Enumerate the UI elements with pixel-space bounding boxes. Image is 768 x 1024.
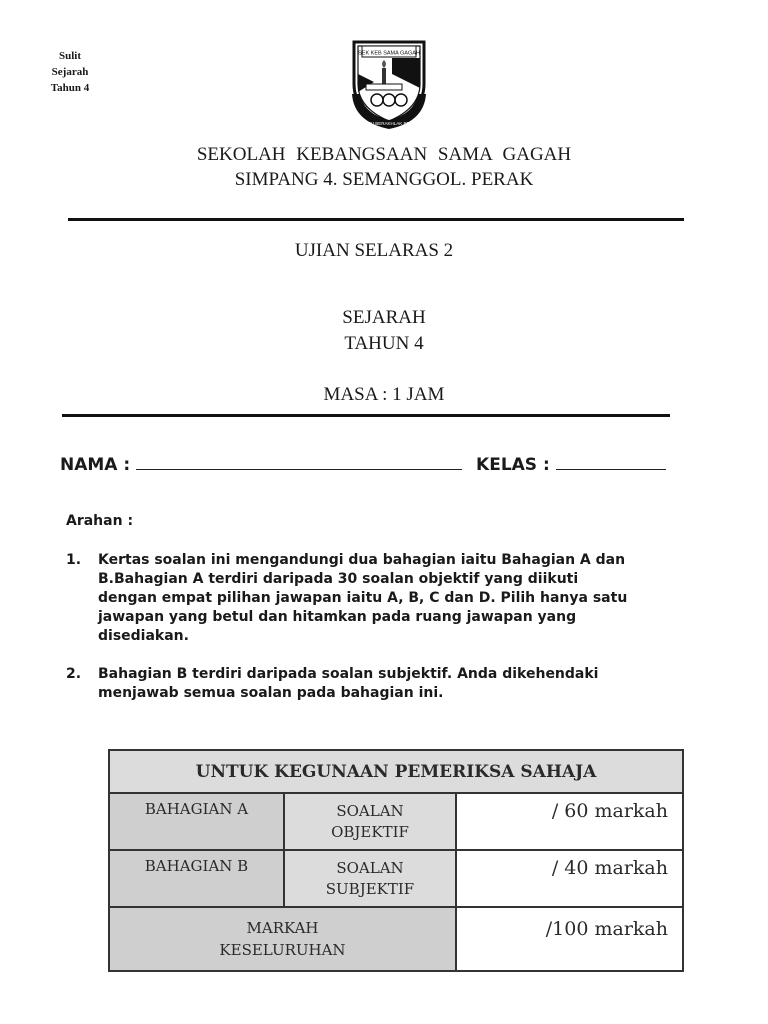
school-crest-logo [344,34,434,130]
document-classification [40,48,100,96]
total-row [109,907,683,971]
year-label: Tahun 4 [50,82,90,94]
instruction-number: 1. [66,552,82,568]
crest-motto: BERILMU BERAKHLAK BERJASA [353,121,425,126]
question-type-cell [284,850,456,907]
name-field[interactable] [136,455,462,470]
table-header: UNTUK KEGUNAAN PEMERIKSA SAHAJA [109,750,683,793]
table-row [109,850,683,907]
instruction-item [66,665,626,705]
section-cell: BAHAGIAN A [109,793,284,850]
classification-label: Sulit [58,50,81,62]
instruction-number: 2. [66,666,82,682]
instruction-item [66,551,626,647]
total-marks-cell[interactable]: /100 markah [456,907,683,971]
header-divider [68,218,684,221]
total-label-cell [109,907,456,971]
question-type-line: OBJEKTIF [331,822,409,841]
exam-year: TAHUN 4 [344,333,424,354]
exam-subject: SEJARAH [342,307,426,328]
exam-duration: MASA : 1 JAM [323,384,445,405]
section-cell: BAHAGIAN B [109,850,284,907]
total-label-line: MARKAH [246,919,319,937]
question-type-line: SUBJEKTIF [325,879,415,898]
question-type-line: SOALAN [336,801,404,820]
question-type-line: SOALAN [336,858,404,877]
marks-cell[interactable]: / 60 markah [456,793,683,850]
examiner-marks-table [108,749,684,972]
exam-title: UJIAN SELARAS 2 [294,240,454,261]
class-field[interactable] [556,455,666,470]
instructions-heading: Arahan : [66,513,134,529]
instruction-text: Kertas soalan ini mengandungi dua bahagian iaitu Bahagian A dan B.Bahagian A terdiri daripada 30 soalan objektif yang diikuti dengan empat pilihan jawapan iaitu A, B, C dan D. Pilih hanya satu jawapan yang betul dan hitamkan pada ruang jawapan yang disediakan. [98,552,628,644]
school-address: SIMPANG 4. SEMANGGOL. PERAK [234,169,534,190]
table-row [109,793,683,850]
question-type-cell [284,793,456,850]
class-label: KELAS : [476,455,550,475]
marks-cell[interactable]: / 40 markah [456,850,683,907]
student-info-row [60,455,666,475]
school-name: SEKOLAH KEBANGSAAN SAMA GAGAH [196,144,572,165]
subject-label: Sejarah [51,66,89,78]
svg-text:SEK KEB SAMA GAGAH: SEK KEB SAMA GAGAH [358,50,420,57]
name-label: NAMA : [60,455,131,475]
instruction-text: Bahagian B terdiri daripada soalan subjektif. Anda dikehendaki menjawab semua soalan pada bahagian ini. [98,666,599,701]
info-divider [62,414,670,417]
total-label-line: KESELURUHAN [219,941,346,959]
